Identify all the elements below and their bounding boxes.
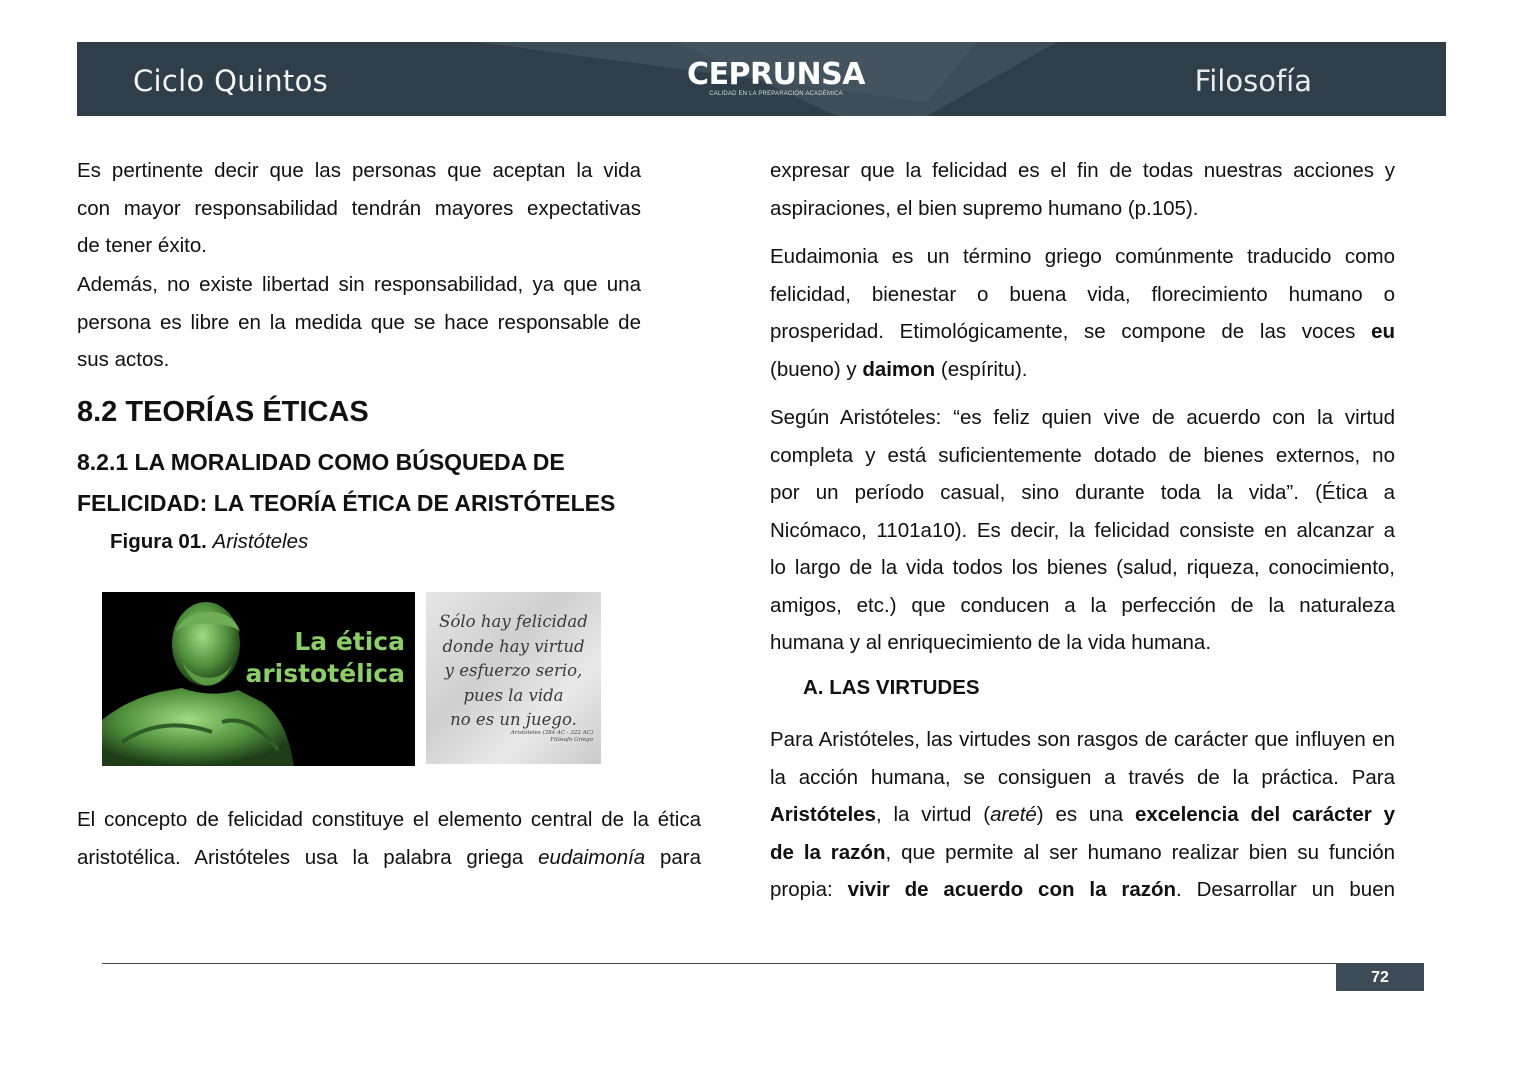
logo-wordmark: CEPRUNSA <box>687 57 865 92</box>
text-span: , la virtud ( <box>875 803 991 826</box>
subsection-heading-line-2: FELICIDAD: LA TEORÍA ÉTICA DE ARISTÓTELES <box>77 490 616 516</box>
left-paragraph-1 <box>77 152 641 265</box>
text-line: con mayor responsabilidad tendrán mayores expectativas <box>77 196 641 220</box>
right-paragraph-4 <box>770 721 1395 909</box>
figure-title: Aristóteles <box>212 530 309 553</box>
text-line <box>77 839 701 877</box>
text-span: (espíritu). <box>940 357 1028 381</box>
right-paragraph-2 <box>770 238 1395 388</box>
figure-label: Figura 01. <box>110 530 207 553</box>
image-title-line: aristotélica <box>245 659 405 688</box>
logo-tagline: CALIDAD EN LA PREPARACIÓN ACADÉMICA <box>709 91 843 97</box>
text-line: la acción humana, se consiguen a través de la práctica. Para <box>770 765 1395 789</box>
text-span: prosperidad. Etimológicamente, se compone de las voces <box>770 320 1356 343</box>
image-title-line: La ética <box>294 627 405 656</box>
text-line: Nicómaco, 1101a10). Es decir, la felicidad consiste en alcanzar a <box>770 518 1395 542</box>
course-cycle-label: Ciclo Quintos <box>133 64 329 98</box>
bold-span: excelencia del carácter y <box>1134 803 1395 826</box>
term-daimon: daimon <box>862 357 936 381</box>
aristotle-quote-image <box>426 592 601 764</box>
quote-line: pues la vida <box>463 685 564 705</box>
text-line: amigos, etc.) que conducen a la perfección de la naturaleza <box>770 593 1395 617</box>
text-line: sus actos. <box>77 348 170 371</box>
text-line: de tener éxito. <box>77 234 207 257</box>
term-eudaimonia: eudaimonía <box>538 845 646 869</box>
footer-rule <box>102 963 1424 964</box>
section-heading: 8.2 TEORÍAS ÉTICAS <box>77 396 369 428</box>
text-line: felicidad, bienestar o buena vida, florecimiento humano o <box>770 282 1395 306</box>
quote-text <box>432 610 595 733</box>
text-line <box>770 871 1395 909</box>
subsection-heading-line-1: 8.2.1 LA MORALIDAD COMO BÚSQUEDA DE <box>77 449 565 475</box>
right-paragraph-1 <box>770 152 1395 227</box>
text-line: humana y al enriquecimiento de la vida humana. <box>770 631 1212 654</box>
quote-line: donde hay virtud <box>442 636 585 656</box>
text-span: . Desarrollar un buen <box>1176 878 1396 901</box>
subject-label: Filosofía <box>1194 64 1312 98</box>
text-line: lo largo de la vida todos los bienes (salud, riqueza, conocimiento, <box>770 556 1395 579</box>
ceprunsa-logo <box>686 57 866 97</box>
quote-line: no es un juego. <box>450 710 577 729</box>
text-span: ) es una <box>1036 803 1124 826</box>
text-span: propia: <box>770 878 833 901</box>
term-eu: eu <box>1371 320 1395 343</box>
attribution-line: Aristóteles (384 AC - 322 AC) <box>510 730 593 736</box>
right-paragraph-3 <box>770 399 1395 662</box>
text-line: expresar que la felicidad es el fin de todas nuestras acciones y <box>770 159 1395 182</box>
text-span: (bueno) y <box>770 357 857 381</box>
bold-span: vivir de acuerdo con la razón <box>847 878 1177 901</box>
text-line <box>770 351 1395 389</box>
attribution-line: Filósofo Griego <box>550 737 593 743</box>
left-paragraph-2 <box>77 266 641 379</box>
text-line: Según Aristóteles: “es feliz quien vive de acuerdo con la virtud <box>770 406 1395 429</box>
quote-line: y esfuerzo serio, <box>444 661 583 680</box>
text-span: , que permite al ser humano realizar bien su función <box>885 840 1395 864</box>
text-line <box>770 834 1395 872</box>
text-span: aristotélica. Aristóteles usa la palabra griega <box>77 845 524 869</box>
page-header <box>77 42 1446 116</box>
figure-caption <box>110 530 308 554</box>
text-span: para <box>659 845 701 869</box>
text-line: Además, no existe libertad sin responsabilidad, ya que una <box>77 273 641 296</box>
aristotle-bust-image <box>102 592 415 766</box>
term-arete: areté <box>990 803 1037 826</box>
page-number: 72 <box>1336 964 1424 991</box>
text-line <box>770 796 1395 834</box>
text-line: Eudaimonia es un término griego comúnmente traducido como <box>770 245 1395 268</box>
quote-attribution <box>511 730 593 744</box>
text-line: persona es libre en la medida que se hace responsable de <box>77 310 641 334</box>
quote-line: Sólo hay felicidad <box>439 612 588 631</box>
text-line: completa y está suficientemente dotado de bienes externos, no <box>770 443 1395 467</box>
text-line: por un período casual, sino durante toda la vida”. (Ética a <box>770 481 1395 504</box>
text-line <box>770 313 1395 351</box>
virtues-heading: A. LAS VIRTUDES <box>803 676 980 699</box>
left-paragraph-3 <box>77 801 701 876</box>
image-title <box>245 626 405 690</box>
bold-span: Aristóteles <box>770 803 876 826</box>
bold-span: de la razón <box>770 840 886 864</box>
text-line: Es pertinente decir que las personas que aceptan la vida <box>77 159 641 182</box>
text-line: El concepto de felicidad constituye el elemento central de la ética <box>77 808 701 831</box>
text-line: Para Aristóteles, las virtudes son rasgos de carácter que influyen en <box>770 728 1395 751</box>
text-line: aspiraciones, el bien supremo humano (p.105). <box>770 196 1199 220</box>
